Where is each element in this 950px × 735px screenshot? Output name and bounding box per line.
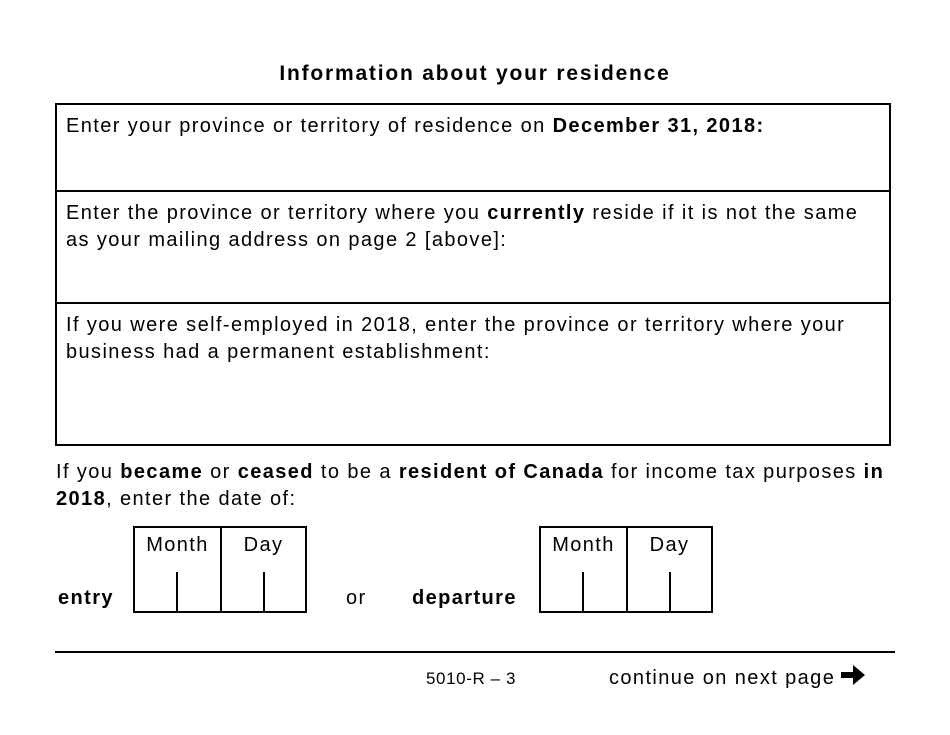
entry-day-input[interactable] (222, 572, 305, 611)
instr-text-4: for income tax purposes (604, 461, 864, 483)
form-page-code: 5010-R – 3 (426, 669, 517, 688)
instr-ceased: ceased (237, 461, 314, 483)
province-dec31-field[interactable] (57, 105, 889, 192)
right-arrow-icon (839, 663, 867, 693)
instr-text-5: , enter the date of: (106, 488, 297, 510)
instr-text-3: to be a (313, 461, 399, 483)
page-title: Information about your residence (279, 62, 671, 85)
instr-became: became (120, 461, 204, 483)
residency-change-instructions (56, 459, 886, 513)
departure-month-header: Month (552, 534, 615, 556)
entry-label: entry (58, 587, 114, 609)
entry-month-header: Month (146, 534, 209, 556)
entry-date-box (133, 526, 307, 613)
entry-month-input[interactable] (135, 572, 220, 611)
instr-text-2: or (203, 461, 238, 483)
province-dec31-date: December 31, 2018: (552, 115, 765, 137)
current-province-label-start: Enter the province or territory where you (66, 202, 488, 224)
business-province-field[interactable] (57, 304, 889, 446)
or-label: or (346, 587, 367, 609)
instr-resident-of-canada: resident of Canada (398, 461, 605, 483)
footer-divider (55, 651, 895, 653)
entry-day-header: Day (243, 534, 284, 556)
departure-date-box (539, 526, 713, 613)
current-province-emphasis: currently (487, 202, 586, 224)
residence-info-table (55, 103, 891, 446)
departure-day-input[interactable] (628, 572, 711, 611)
continue-text: continue on next page (609, 666, 836, 689)
departure-day-header: Day (649, 534, 690, 556)
business-province-label: If you were self-employed in 2018, enter the province or territory where your business had a permanent establishment: (66, 314, 846, 363)
current-province-label-end: reside if it is not the same as your mailing address on page 2 [above]: (66, 202, 859, 251)
instr-in-2018: in 2018 (56, 461, 885, 510)
departure-month-input[interactable] (541, 572, 626, 611)
province-dec31-label: Enter your province or territory of residence on (66, 115, 553, 137)
current-province-field[interactable] (57, 192, 889, 304)
departure-label: departure (412, 587, 517, 609)
continue-next-page (609, 663, 867, 693)
instr-text-1: If you (56, 461, 121, 483)
